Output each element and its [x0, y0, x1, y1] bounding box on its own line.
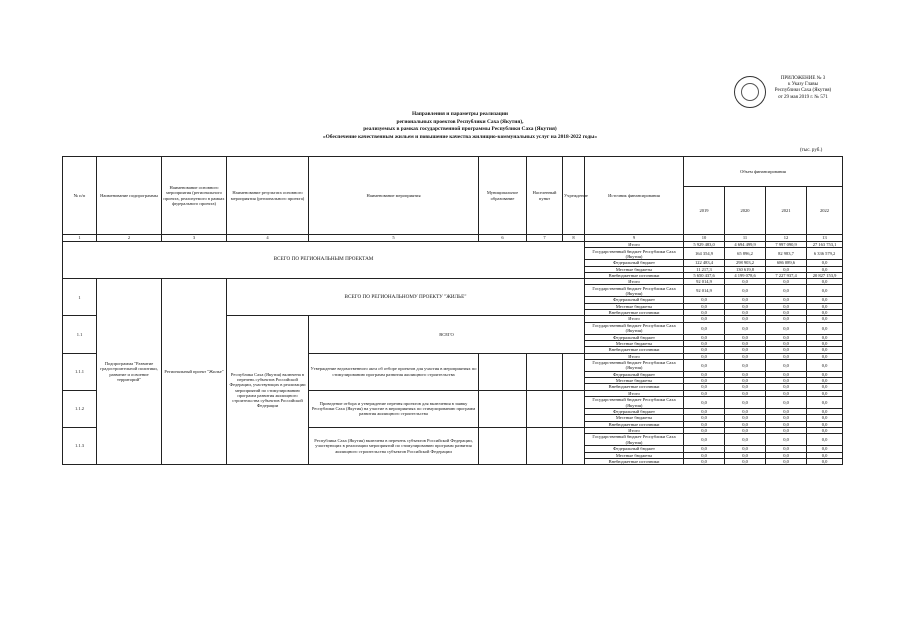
source-cell: Федеральный бюджет: [585, 409, 684, 415]
value-cell: 0,0: [725, 303, 766, 309]
value-cell: 0,0: [766, 322, 807, 334]
column-number: 10: [684, 235, 725, 242]
section-all-zhilye: ВСЕГО ПО РЕГИОНАЛЬНОМУ ПРОЕКТУ "ЖИЛЬЕ": [227, 279, 585, 316]
value-cell: 0,0: [725, 458, 766, 464]
municipality-cell: [479, 427, 527, 464]
value-cell: 0,0: [807, 390, 843, 396]
value-cell: 7 227 937,4: [766, 272, 807, 278]
value-cell: 0,0: [684, 371, 725, 377]
source-cell: Итого: [585, 390, 684, 396]
appendix-line: Республики Саха (Якутия): [774, 88, 832, 94]
column-number: 13: [807, 235, 843, 242]
source-cell: Местные бюджеты: [585, 266, 684, 272]
value-cell: 0,0: [807, 384, 843, 390]
value-cell: 0,0: [807, 285, 843, 297]
header-subprogram: Наименование подпрограммы: [97, 157, 162, 235]
value-cell: 0,0: [807, 415, 843, 421]
value-cell: 0,0: [684, 390, 725, 396]
value-cell: 0,0: [766, 421, 807, 427]
value-cell: 65 896,2: [725, 248, 766, 260]
value-cell: 92 014,9: [684, 279, 725, 285]
value-cell: 0,0: [766, 347, 807, 353]
source-cell: Государственный бюджет Республики Саха (Якутия): [585, 359, 684, 371]
value-cell: 0,0: [766, 378, 807, 384]
title-line: реализуемых в рамках государственной программы Республики Саха (Якутия): [363, 126, 557, 132]
activity-text: Проведение отбора и утверждение перечня проектов для включения в заявку Республики Саха (Якутия) на участие в мероприятиях по стимулированию программ развития жилищного строительства: [309, 390, 479, 427]
value-cell: 0,0: [766, 384, 807, 390]
value-cell: 0,0: [725, 297, 766, 303]
value-cell: 0,0: [725, 409, 766, 415]
value-cell: 0,0: [725, 285, 766, 297]
value-cell: 0,0: [725, 378, 766, 384]
source-cell: Внебюджетные источники: [585, 347, 684, 353]
financing-table: [62, 156, 843, 465]
header-institution: Учреждение: [563, 157, 585, 235]
value-cell: 0,0: [766, 458, 807, 464]
header-source: Источник финансирования: [585, 157, 684, 235]
value-cell: 0,0: [807, 359, 843, 371]
value-cell: 0,0: [684, 458, 725, 464]
subprogram-name: Подпрограмма "Развитие градостроительной политики, развитие и освоение территорий": [97, 279, 162, 465]
appendix-note: [748, 76, 858, 101]
value-cell: 0,0: [684, 415, 725, 421]
value-cell: 0,0: [766, 303, 807, 309]
value-cell: 0,0: [725, 310, 766, 316]
value-cell: 0,0: [684, 384, 725, 390]
source-cell: Государственный бюджет Республики Саха (Якутия): [585, 434, 684, 446]
value-cell: 0,0: [766, 371, 807, 377]
value-cell: 0,0: [766, 409, 807, 415]
header-num: № п/п: [63, 157, 97, 235]
value-cell: 0,0: [684, 409, 725, 415]
value-cell: 0,0: [766, 434, 807, 446]
column-number: 5: [309, 235, 479, 242]
source-cell: Внебюджетные источники: [585, 384, 684, 390]
value-cell: 0,0: [725, 452, 766, 458]
value-cell: 82 983,7: [766, 248, 807, 260]
source-cell: Итого: [585, 279, 684, 285]
section-all-regional: ВСЕГО ПО РЕГИОНАЛЬНЫМ ПРОЕКТАМ: [63, 242, 585, 279]
value-cell: 0,0: [725, 421, 766, 427]
value-cell: 0,0: [725, 334, 766, 340]
settlement-cell: [527, 390, 563, 427]
source-cell: Итого: [585, 316, 684, 322]
settlement-cell: [527, 427, 563, 464]
value-cell: 0,0: [766, 340, 807, 346]
appendix-line: от 29 мая 2019 г. № 571: [778, 94, 828, 100]
source-cell: Внебюджетные источники: [585, 310, 684, 316]
row-number: 1.1.2: [63, 390, 97, 427]
value-cell: 0,0: [766, 353, 807, 359]
value-cell: 0,0: [807, 458, 843, 464]
row-number: 1.1.1: [63, 353, 97, 390]
value-cell: 0,0: [807, 347, 843, 353]
activity-text: Утверждение ведомственного акта об отборе проектов для участия в мероприятиях по стимулированию программ развития жилищного строительства: [309, 353, 479, 390]
value-cell: 0,0: [766, 310, 807, 316]
activity-text: Республика Саха (Якутия) включена в перечень субъектов Российской Федерации, участвующих в реализации мероприятий по стимулированию программ развития жилищного строительства субъектов Российской Федерации: [309, 427, 479, 464]
value-cell: 0,0: [807, 452, 843, 458]
value-cell: 0,0: [807, 322, 843, 334]
source-cell: Внебюджетные источники: [585, 421, 684, 427]
value-cell: 0,0: [807, 427, 843, 433]
value-cell: 0,0: [766, 397, 807, 409]
section-vsego: ВСЕГО: [309, 316, 585, 353]
value-cell: 0,0: [807, 310, 843, 316]
value-cell: 7 997 090,9: [766, 242, 807, 248]
value-cell: 0,0: [684, 353, 725, 359]
value-cell: 0,0: [684, 452, 725, 458]
value-cell: 0,0: [807, 303, 843, 309]
value-cell: 0,0: [725, 316, 766, 322]
institution-cell: [563, 390, 585, 427]
value-cell: 0,0: [725, 434, 766, 446]
value-cell: 0,0: [766, 415, 807, 421]
value-cell: 0,0: [684, 359, 725, 371]
value-cell: 0,0: [684, 421, 725, 427]
value-cell: 4 199 078,6: [725, 272, 766, 278]
source-cell: Местные бюджеты: [585, 452, 684, 458]
value-cell: 5 650 437,6: [684, 272, 725, 278]
column-number: 2: [97, 235, 162, 242]
value-cell: 0,0: [684, 334, 725, 340]
source-cell: Федеральный бюджет: [585, 334, 684, 340]
value-cell: 5 929 483,0: [684, 242, 725, 248]
value-cell: 0,0: [807, 434, 843, 446]
value-cell: 0,0: [684, 297, 725, 303]
source-cell: Местные бюджеты: [585, 378, 684, 384]
source-cell: Государственный бюджет Республики Саха (Якутия): [585, 322, 684, 334]
value-cell: 0,0: [807, 316, 843, 322]
value-cell: 0,0: [725, 347, 766, 353]
source-cell: Итого: [585, 427, 684, 433]
header-result: Наименование результата основного мероприятия (регионального проекта): [227, 157, 309, 235]
value-cell: 0,0: [725, 371, 766, 377]
value-cell: 0,0: [766, 266, 807, 272]
column-number: 7: [527, 235, 563, 242]
header-year: 2021: [766, 187, 807, 235]
value-cell: 0,0: [766, 285, 807, 297]
value-cell: 0,0: [725, 279, 766, 285]
row-number: 1.1: [63, 316, 97, 353]
value-cell: 0,0: [725, 390, 766, 396]
column-number: 4: [227, 235, 309, 242]
value-cell: 0,0: [684, 397, 725, 409]
value-cell: 0,0: [766, 297, 807, 303]
value-cell: 0,0: [807, 297, 843, 303]
source-cell: Федеральный бюджет: [585, 297, 684, 303]
value-cell: 0,0: [766, 390, 807, 396]
appendix-line: ПРИЛОЖЕНИЕ № 3: [780, 76, 826, 81]
header-volume: Объем финансирования: [684, 157, 843, 187]
value-cell: 164 354,9: [684, 248, 725, 260]
value-cell: 0,0: [684, 303, 725, 309]
column-number: 1: [63, 235, 97, 242]
source-cell: Внебюджетные источники: [585, 272, 684, 278]
header-year: 2019: [684, 187, 725, 235]
header-activity: Наименование мероприятия: [309, 157, 479, 235]
row-number: 1.1.3: [63, 427, 97, 464]
value-cell: 0,0: [684, 347, 725, 353]
value-cell: 0,0: [725, 353, 766, 359]
value-cell: 0,0: [807, 279, 843, 285]
value-cell: 0,0: [807, 421, 843, 427]
value-cell: 0,0: [807, 260, 843, 266]
institution-cell: [563, 427, 585, 464]
header-project: Наименование основного мероприятия (регионального проекта, реализуемого в рамках федерального проекта): [162, 157, 227, 235]
institution-cell: [563, 353, 585, 390]
value-cell: 20 827 153,9: [807, 272, 843, 278]
source-cell: Федеральный бюджет: [585, 260, 684, 266]
source-cell: Местные бюджеты: [585, 340, 684, 346]
value-cell: 0,0: [766, 279, 807, 285]
row-number: 1: [63, 279, 97, 316]
value-cell: 0,0: [766, 316, 807, 322]
value-cell: 0,0: [807, 266, 843, 272]
value-cell: 6 336 579,2: [807, 248, 843, 260]
value-cell: 122 483,4: [684, 260, 725, 266]
source-cell: Местные бюджеты: [585, 415, 684, 421]
source-cell: Государственный бюджет Республики Саха (Якутия): [585, 397, 684, 409]
column-number: 3: [162, 235, 227, 242]
value-cell: 0,0: [725, 340, 766, 346]
value-cell: 0,0: [807, 334, 843, 340]
unit-label: (тыс. руб.): [800, 148, 823, 153]
value-cell: 0,0: [766, 452, 807, 458]
column-number: 12: [766, 235, 807, 242]
source-cell: Местные бюджеты: [585, 303, 684, 309]
value-cell: 0,0: [807, 409, 843, 415]
column-number: 11: [725, 235, 766, 242]
value-cell: 4 694 499,9: [725, 242, 766, 248]
result-text: Республика Саха (Якутия) включена в перечень субъектов Российской Федерации, участвующих в реализации мероприятий по стимулированию программ развития жилищного строительства субъектов Российской Федерации: [227, 316, 309, 465]
value-cell: 0,0: [807, 371, 843, 377]
value-cell: 0,0: [807, 446, 843, 452]
header-year: 2020: [725, 187, 766, 235]
municipality-cell: [479, 390, 527, 427]
value-cell: 0,0: [684, 310, 725, 316]
document-title: [250, 111, 670, 141]
value-cell: 0,0: [725, 427, 766, 433]
value-cell: 0,0: [725, 322, 766, 334]
value-cell: 11 217,3: [684, 266, 725, 272]
value-cell: 0,0: [766, 446, 807, 452]
value-cell: 0,0: [684, 434, 725, 446]
value-cell: 0,0: [807, 353, 843, 359]
source-cell: Федеральный бюджет: [585, 371, 684, 377]
value-cell: 0,0: [684, 316, 725, 322]
value-cell: 0,0: [807, 340, 843, 346]
value-cell: 0,0: [684, 322, 725, 334]
settlement-cell: [527, 353, 563, 390]
value-cell: 686 089,6: [766, 260, 807, 266]
title-line: Направления и параметры реализации: [411, 111, 509, 117]
value-cell: 0,0: [725, 415, 766, 421]
value-cell: 0,0: [807, 397, 843, 409]
value-cell: 92 014,9: [684, 285, 725, 297]
source-cell: Внебюджетные источники: [585, 458, 684, 464]
source-cell: Федеральный бюджет: [585, 446, 684, 452]
header-settlement: Населенный пункт: [527, 157, 563, 235]
value-cell: 0,0: [766, 359, 807, 371]
appendix-line: к Указу Главы: [788, 82, 818, 88]
header-municipality: Муниципальное образование: [479, 157, 527, 235]
municipality-cell: [479, 353, 527, 390]
column-number: 9: [585, 235, 684, 242]
column-number: 6: [479, 235, 527, 242]
value-cell: 0,0: [766, 427, 807, 433]
value-cell: 0,0: [684, 340, 725, 346]
value-cell: 0,0: [684, 446, 725, 452]
value-cell: 0,0: [807, 378, 843, 384]
value-cell: 0,0: [725, 359, 766, 371]
source-cell: Государственный бюджет Республики Саха (Якутия): [585, 248, 684, 260]
column-number: 8: [563, 235, 585, 242]
value-cell: 0,0: [684, 378, 725, 384]
value-cell: 0,0: [725, 446, 766, 452]
value-cell: 0,0: [725, 384, 766, 390]
source-cell: Итого: [585, 242, 684, 248]
header-year: 2022: [807, 187, 843, 235]
source-cell: Государственный бюджет Республики Саха (Якутия): [585, 285, 684, 297]
title-line: «Обеспечение качественным жильем и повышение качества жилищно-коммунальных услуг на 2018-2022 годы»: [322, 133, 598, 140]
project-name: Региональный проект "Жилье": [162, 279, 227, 465]
value-cell: 0,0: [725, 397, 766, 409]
source-cell: Итого: [585, 353, 684, 359]
value-cell: 27 163 753,1: [807, 242, 843, 248]
value-cell: 130 619,8: [725, 266, 766, 272]
value-cell: 0,0: [684, 427, 725, 433]
title-line: региональных проектов Республики Саха (Якутия),: [396, 118, 524, 125]
value-cell: 298 903,2: [725, 260, 766, 266]
value-cell: 0,0: [766, 334, 807, 340]
